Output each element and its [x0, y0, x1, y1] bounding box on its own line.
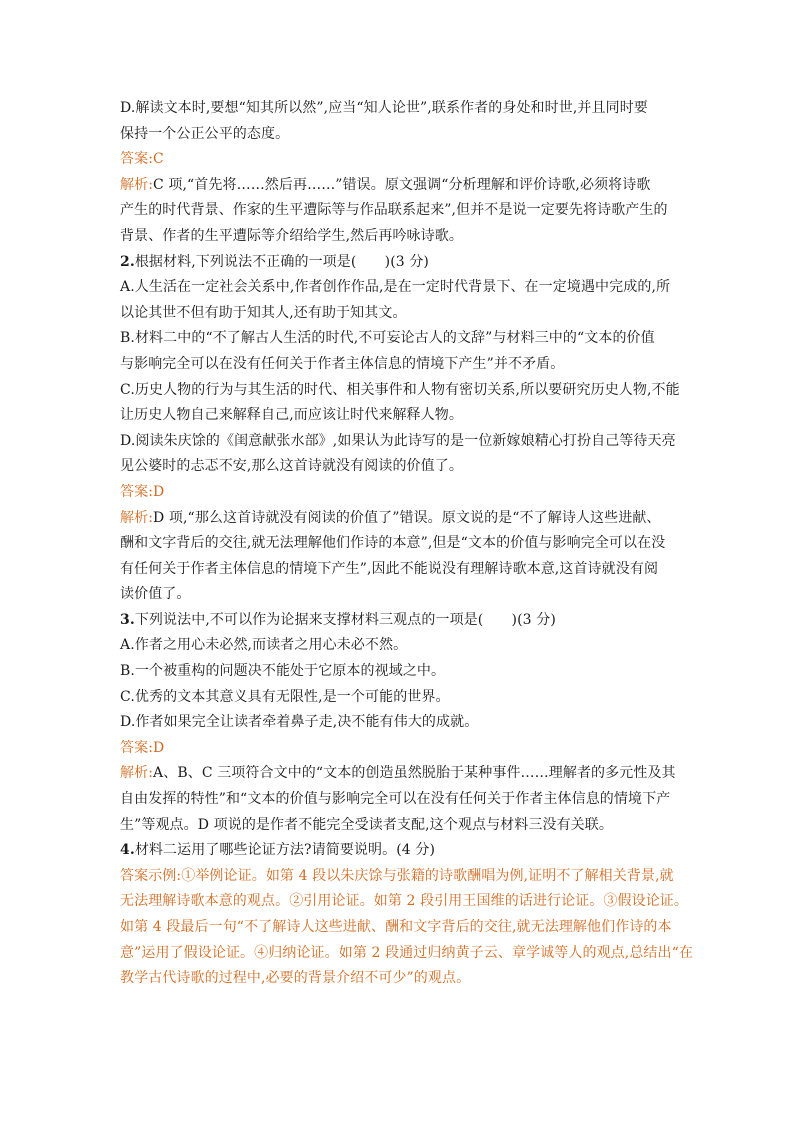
text-line: D.作者如果完全让读者牵着鼻子走,决不能有伟大的成就。 [120, 714, 479, 731]
text-line: 酬和文字背后的交往,就无法理解他们作诗的本意”,但是“文本的价值与影响完全可以在没 [120, 535, 666, 552]
analysis-text: A、B、C 三项符合文中的“文本的创造虽然脱胎于某种事件……理解者的多元性及其 [153, 765, 676, 782]
analysis-line [120, 173, 680, 199]
question-line [120, 250, 680, 276]
text-line: 生”等观点。D 项说的是作者不能完全受读者支配,这个观点与材料三没有关联。 [120, 816, 613, 833]
answer-line: 无法理解诗歌本意的观点。②引用论证。如第 2 段引用王国维的话进行论证。③假设论证。 [120, 893, 689, 910]
question-line [120, 838, 680, 864]
text-line: C.历史人物的行为与其生活的时代、相关事件和人物有密切关系,所以要研究历史人物,不能 [120, 381, 680, 398]
analysis-label: 解析: [120, 176, 154, 193]
question-text: 下列说法中,不可以作为论据来支撑材料三观点的一项是( )(3 分) [134, 611, 556, 628]
question-number: 2. [120, 253, 135, 270]
text-line: 让历史人物自己来解释自己,而应该让时代来解释人物。 [120, 407, 463, 424]
text-line: B.材料二中的“不了解古人生活的时代,不可妄论古人的文辞”与材料三中的“文本的价值 [120, 330, 655, 347]
text-line: A.作者之用心未必然,而读者之用心未必不然。 [120, 637, 408, 654]
text-line: C.优秀的文本其意义具有无限性,是一个可能的世界。 [120, 688, 450, 705]
text-line: 背景、作者的生平遭际等介绍给学生,然后再吟咏诗歌。 [120, 227, 463, 244]
question-text: 根据材料,下列说法不正确的一项是( )(3 分) [134, 253, 429, 270]
answer-line: 答案:D [120, 739, 165, 756]
answer-line: 答案:D [120, 483, 165, 500]
question-number: 3. [120, 611, 135, 628]
text-line: 读价值了。 [120, 586, 191, 603]
text-line: 以论其世不但有助于知其人,还有助于知其文。 [120, 304, 407, 321]
text-line: 有任何关于作者主体信息的情境下产生”,因此不能说没有理解诗歌本意,这首诗就没有阅 [120, 560, 659, 577]
answer-line: 答案:C [120, 151, 164, 168]
text-line: D.解读文本时,要想“知其所以然”,应当“知人论世”,联系作者的身处和时世,并且同时要 [120, 100, 648, 116]
question-text: 材料二运用了哪些论证方法?请简要说明。(4 分) [134, 842, 436, 859]
answer-line: 教学古代诗歌的过程中,必要的背景介绍不可少”的观点。 [120, 970, 471, 987]
text-line: 自由发挥的特性”和“文本的价值与影响完全可以在没有任何关于作者主体信息的情境下产 [120, 791, 671, 808]
question-number: 4. [120, 842, 135, 859]
answer-line: 如第 4 段最后一句“不了解诗人这些进献、酬和文字背后的交往,就无法理解他们作诗的本 [120, 919, 672, 935]
analysis-line [120, 506, 680, 532]
question-line [120, 608, 680, 634]
document-page [120, 96, 693, 992]
text-line: 与影响完全可以在没有任何关于作者主体信息的情境下产生”并不矛盾。 [120, 355, 565, 372]
text-line: D.阅读朱庆馀的《闺意献张水部》,如果认为此诗写的是一位新嫁娘精心打扮自己等待天亮 [120, 432, 676, 449]
text-line: 见公婆时的忐忑不安,那么这首诗就没有阅读的价值了。 [120, 458, 463, 475]
text-line: 保持一个公正公平的态度。 [120, 125, 290, 142]
analysis-text: D 项,“那么这首诗就没有阅读的价值了”错误。原文说的是“不了解诗人这些进献、 [153, 509, 661, 526]
analysis-text: C 项,“首先将……然后再……”错误。原文强调“分析理解和评价诗歌,必须将诗歌 [153, 176, 651, 193]
analysis-label: 解析: [120, 765, 154, 782]
answer-line: 答案示例:①举例论证。如第 4 段以朱庆馀与张籍的诗歌酬唱为例,证明不了解相关背景,就 [120, 867, 674, 884]
text-line: B.一个被重构的问题决不能处于它原本的视域之中。 [120, 663, 446, 680]
text-line: 产生的时代背景、作家的生平遭际等与作品联系起来”,但并不是说一定要先将诗歌产生的 [120, 202, 668, 219]
analysis-label: 解析: [120, 509, 154, 526]
answer-line: 意”运用了假设论证。④归纳论证。如第 2 段通过归纳黄子云、章学诚等人的观点,总结出“在 [120, 944, 693, 961]
analysis-line [120, 761, 680, 787]
text-line: A.人生活在一定社会关系中,作者创作作品,是在一定时代背景下、在一定境遇中完成的,所 [120, 279, 671, 296]
